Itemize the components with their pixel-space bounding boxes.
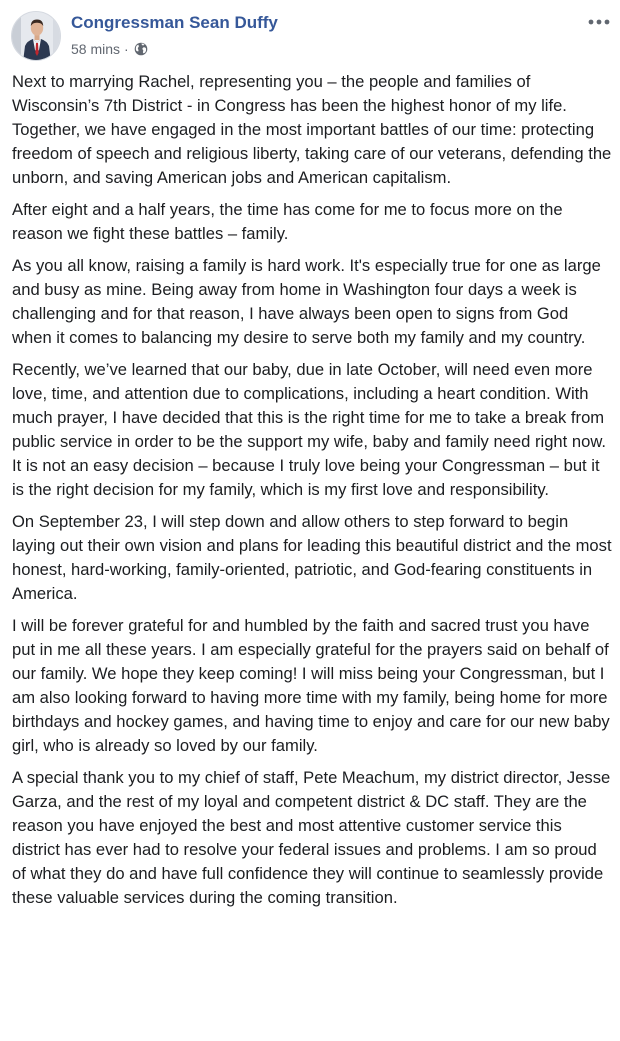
post-paragraph: I will be forever grateful for and humbled by the faith and sacred trust you have put in me all these years. I am especially grateful for the prayers said on behalf of our family. We hope they keep coming! I will miss being your Congressman, but I am also looking forward to having more time with my family, being home for more birthdays and hockey games, and having time to enjoy and care for our new baby girl, who is already so loved by our family. — [12, 616, 610, 755]
post-timestamp[interactable]: 58 mins — [71, 40, 121, 57]
post-paragraph: Next to marrying Rachel, representing you – the people and families of Wisconsin’s 7th District - in Congress has been the highest honor of my life. Together, we have engaged in the most important battles of our time: protecting freedom of speech and religious liberty, taking care of our veterans, defending the unborn, and saving American jobs and American capitalism. — [12, 72, 612, 187]
post-paragraph: On September 23, I will step down and allow others to step forward to begin laying out their own vision and plans for leading this beautiful district and the most honest, hard-working, family-oriented, patriotic, and God-fearing constituents in America. — [12, 512, 612, 603]
post-body — [12, 70, 612, 918]
post-paragraph: A special thank you to my chief of staff, Pete Meachum, my district director, Jesse Garza, and the rest of my loyal and competent district & DC staff. They are the reason you have enjoyed the best and most attentive customer service this district has ever had to resolve your federal issues and problems. I am so proud of what they do and have full confidence they will continue to seamlessly provide these valuable services during the coming transition. — [12, 768, 611, 907]
post-header — [0, 0, 620, 70]
avatar-portrait-icon — [12, 12, 61, 61]
post-paragraph: Recently, we’ve learned that our baby, due in late October, will need even more love, time, and attention due to complications, including a heart condition. With much prayer, I have decided that this is the right time for me to take a break from public service in order to be the support my wife, baby and family need right now. It is not an easy decision – because I truly love being your Congressman – but it is the right decision for my family, which is my first love and responsibility. — [12, 360, 607, 499]
author-avatar[interactable] — [11, 11, 61, 61]
meta-separator: · — [124, 40, 129, 57]
more-options-button[interactable] — [584, 12, 614, 32]
post-paragraph: After eight and a half years, the time has come for me to focus more on the reason we fight these battles – family. — [12, 200, 563, 243]
author-name-link[interactable]: Congressman Sean Duffy — [71, 13, 278, 32]
ellipsis-icon — [588, 19, 610, 25]
post-meta — [71, 40, 148, 57]
post-paragraph: As you all know, raising a family is hard work. It's especially true for one as large and busy as mine. Being away from home in Washington four days a week is challenging and for that reason, I have always been open to signs from God when it comes to balancing my desire to serve both my family and my country. — [12, 256, 601, 347]
globe-icon[interactable] — [134, 42, 148, 56]
